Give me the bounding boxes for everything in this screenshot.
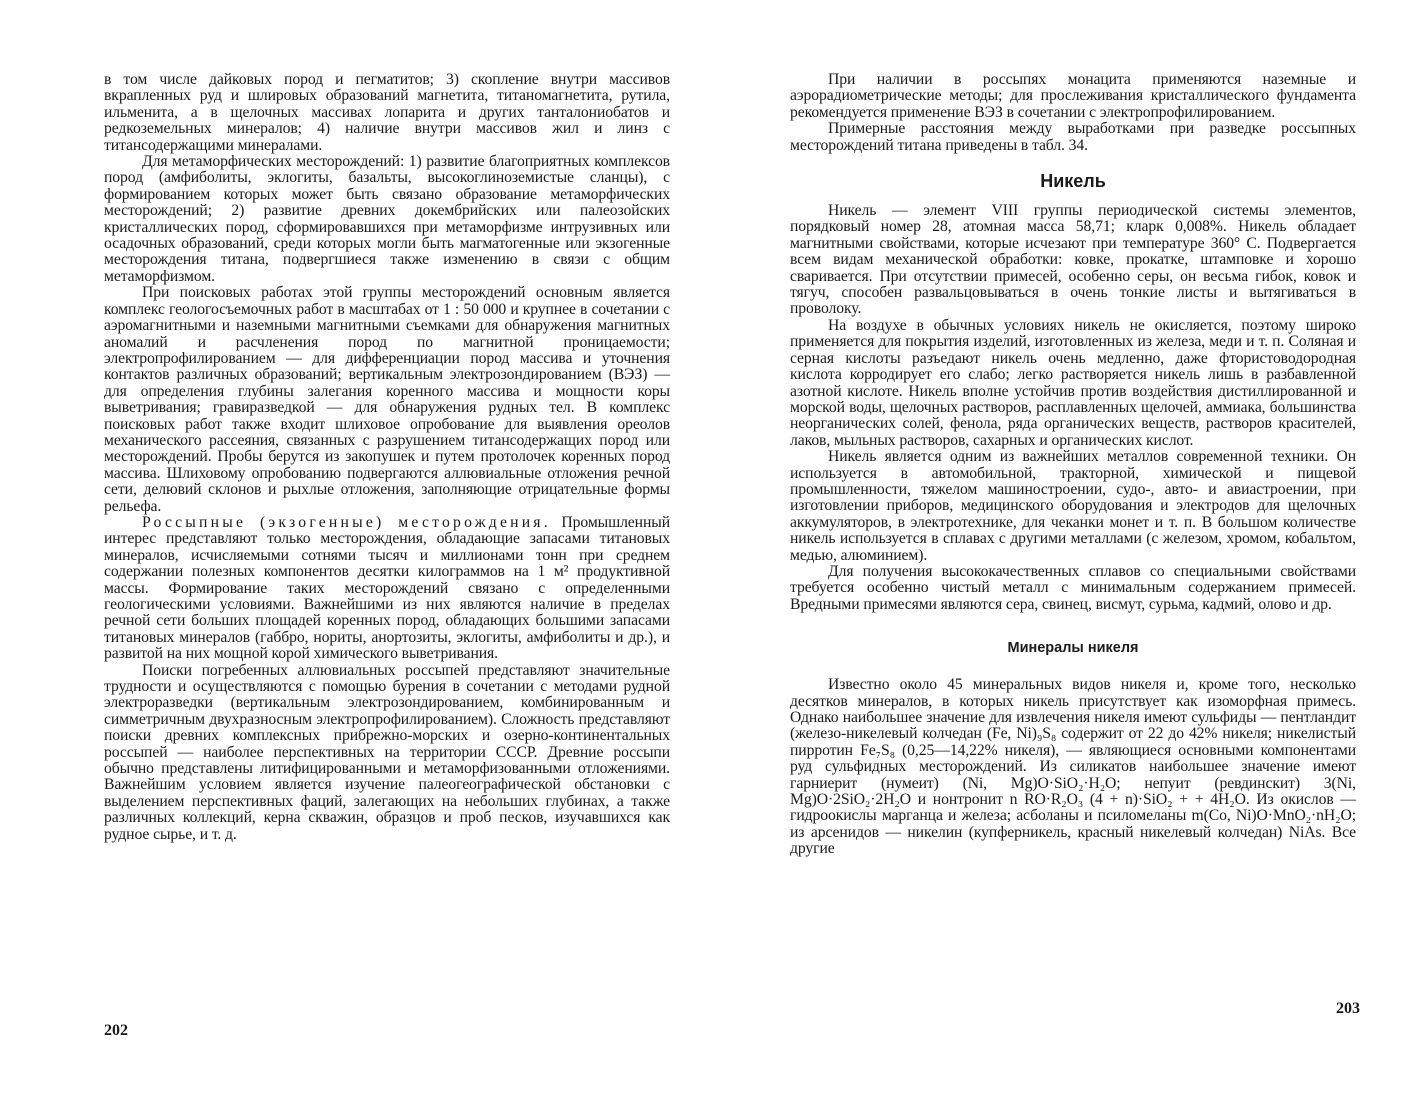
section-heading-nickel: Никель (1040, 171, 1106, 192)
left-paragraph-1: в том числе дайковых пород и пегматитов; 3) скопление внутри массивов вкрапленных руд и шлировых образований магнетита, титаномагнетита, рутила, ильменита, а в щелочных массивах лопарита и других танталониобатов и редкоземельных минералов; 4) наличие внутри массивов жил и линз с титансодержащими минералами. (104, 71, 670, 154)
placer-deposits-text: Промышленный интерес представляют только месторождения, обладающие запасами титановых минералов, исчисляемыми сотнями тысяч и миллионами тонн при среднем содержании полезных компонентов десятки килограммов на 1 м² продуктивной массы. Формирование таких месторождений связано с определенными геологическими условиями. Важнейшими из них являются наличие в пределах речной сети больших площадей коренных пород, обладающих большими запасами титановых минералов (габбро, нориты, анортозиты, эклогиты, амфиболиты и др.), и развитой на них мощной корой химического выветривания. (104, 513, 670, 663)
page-number-right: 203 (1336, 1000, 1360, 1017)
right-paragraph-1: При наличии в россыпях монацита применяются наземные и аэрорадиометрические методы; для прослеживания кристаллического фундамента рекомендуется применение ВЭЗ в сочетании с электропрофилированием. (790, 71, 1356, 121)
left-paragraph-4 (104, 515, 670, 663)
right-paragraph-5: Никель является одним из важнейших металлов современной техники. Он используется в автомобильной, тракторной, химической и пищевой промышленности, тяжелом машиностроении, судо-, авто- и авиастроении, при изготовлении приборов, медицинского оборудования и электродов для щелочных аккумуляторов, в электротехнике, для чеканки монет и т. п. В большом количестве никель используется в сплавах с другими металлами (с железом, хромом, кобальтом, медью, алюминием). (790, 448, 1356, 564)
subheading-nickel-minerals: Минералы никеля (1007, 640, 1139, 657)
left-page (104, 72, 670, 843)
left-paragraph-5: Поиски погребенных аллювиальных россыпей представляют значительные трудности и осуществляются с помощью бурения в сочетании с методами рудной электроразведки (вертикальным электрозондированием, комбинированным и симметричным двухразносным электропрофилированием). Сложность представляют поиски древних комплексных прибрежно-морских и озерно-континентальных россыпей — наиболее перспективных на территории СССР. Древние россыпи обычно представлены литифицированными и метаморфизованными отложениями. Важнейшим условием является изучение палеогеографической обстановки с выделением перспективных фаций, залегающих на небольших глубинах, а также различных коллекций, керна скважин, образцов и проб песков, изучавшихся как рудное сырье, и т. д. (104, 661, 670, 843)
right-paragraph-4: На воздухе в обычных условиях никель не окисляется, поэтому широко применяется для покрытия изделий, изготовленных из железа, меди и т. п. Соляная и серная кислоты разъедают никель очень медленно, даже фтористоводородная кислота корродирует его слабо; легко растворяется никель лишь в разбавленной азотной кислоте. Никель вполне устойчив против воздействия дистиллированной и морской воды, щелочных растворов, расплавленных щелочей, аммиака, большинства неорганических солей, фенола, ряда органических веществ, растворов красителей, лаков, мыльных растворов, сахарных и органических кислот. (790, 316, 1356, 449)
right-paragraph-2: Примерные расстояния между выработками при разведке россыпных месторождений титана приведены в табл. 34. (790, 120, 1356, 154)
left-paragraph-2: Для метаморфических месторождений: 1) развитие благоприятных комплексов пород (амфиболиты, эклогиты, базальты, высокоглиноземистые сланцы), с формированием которых может быть связано образование метаморфических месторождений; 2) развитие древних докембрийских или палеозойских кристаллических пород, сформировавшихся при метаморфизме интрузивных или осадочных образований, среди которых могли быть магматогенные или экзогенные месторождения титана, подвергшиеся также изменению в связи с общим метаморфизмом. (104, 153, 670, 285)
right-page (790, 72, 1356, 858)
right-paragraph-6: Для получения высококачественных сплавов со специальными свойствами требуется особенно чистый металл с минимальным содержанием примесей. Вредными примесями являются сера, свинец, висмут, сурьма, кадмий, олово и др. (790, 562, 1356, 613)
right-paragraph-7: Известно около 45 минеральных видов никеля и, кроме того, несколько десятков минералов, в которых никель присутствует как изоморфная примесь. Однако наибольшее значение для извлечения никеля имеют сульфиды — пентландит (железо-никелевый колчедан (Fe, Ni)₉S₈ содержит от 22 до 42% никеля; никелистый пирротин Fe₇S₈ (0,25—14,22% никеля), — являющиеся основными компонентами руд сульфидных месторождений. Из силикатов наибольшее значение имеют гарниерит (нумеит) (Ni, Mg)O·SiO₂·H₂O; непуит (ревдинскит) 3(Ni, Mg)O·2SiO₂·2H₂O и нонтронит n RO·R₂O₃ (4 + n)·SiO₂ + + 4H₂O. Из окислов — гидроокислы марганца и железа; асболаны и псиломеланы m(Co, Ni)O·MnO₂·nH₂O; из арсенидов — никелин (купферникель, красный никелевый колчедан) NiAs. Все другие (790, 676, 1356, 858)
left-paragraph-3: При поисковых работах этой группы месторождений основным является комплекс геологосъемочных работ в масштабах от 1 : 50 000 и крупнее в сочетании с аэромагнитными и наземными магнитными съемками для обнаружения магнитных аномалий и расчленения пород по магнитной проницаемости; электропрофилированием — для дифференциации пород массива и уточнения контактов различных образований; вертикальным электрозондированием (ВЭЗ) — для определения глубины залегания коренного массива и мощности коры выветривания; гравиразведкой — для обнаружения рудных тел. В комплекс поисковых работ также входит шлиховое опробование для выявления ореолов механического рассеяния, связанных с разрушением титансодержащих пород или месторождений. Пробы берутся из закопушек и путем протолочек коренных пород массива. Шлиховому опробованию подвергаются аллювиальные отложения речной сети, делювий склонов и рыхлые отложения, заполняющие отрицательные формы рельефа. (104, 284, 670, 515)
placer-deposits-heading: Россыпные (экзогенные) месторождения. (142, 513, 551, 531)
right-paragraph-3: Никель — элемент VIII группы периодической системы элементов, порядковый номер 28, атомная масса 58,71; кларк 0,008%. Никель обладает магнитными свойствами, которые исчезают при температуре 360° С. Подвергается всем видам механической обработки: ковке, прокатке, штамповке и хорошо сваривается. При отсутствии примесей, особенно серы, он весьма гибок, ковок и тягуч, способен развальцовываться в очень тонкие листы и вытягиваться в проволоку. (790, 202, 1356, 318)
page-number-left: 202 (104, 1022, 128, 1039)
